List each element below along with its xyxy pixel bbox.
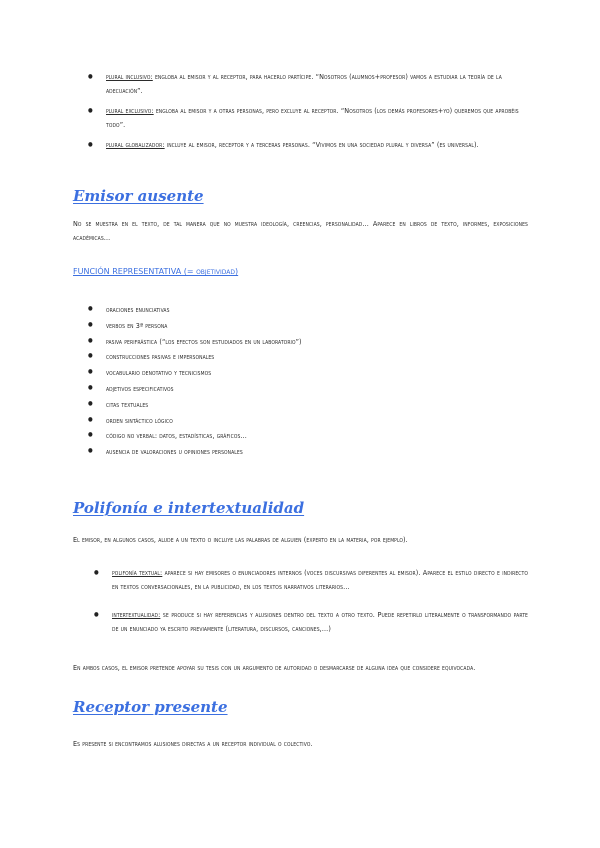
- plural-types-list: [88, 70, 528, 152]
- term-text: aparece si hay emisores o enunciadores internos (voces discursivas diferentes al emisor). Aparece el estilo directo e indirecto en textos conversacionales, en la publicidad, en los textos narrativos literarios…: [112, 568, 528, 591]
- section-heading-emisor-ausente: Emisor ausente: [73, 187, 204, 205]
- list-item: ● código no verbal: datos, estadísticas, gráficos…: [88, 428, 528, 444]
- term-text: engloba al emisor y a otras personas, pero excluye al receptor. “Nosotros (los demás profesores+yo) queremos que aprobéis todo”.: [106, 106, 519, 129]
- term-label: polifonía textual:: [112, 568, 163, 577]
- term-text: engloba al emisor y al receptor, para hacerlo partícipe. “Nosotros (alumnos+profesor) vamos a estudiar la teoría de la adecuación”.: [106, 72, 502, 95]
- list-item: [88, 138, 528, 152]
- funcion-representativa-link[interactable]: FUNCIÓN REPRESENTATIVA (= objetividad): [73, 267, 239, 276]
- term-label: intertextualidad:: [112, 610, 161, 619]
- term-text: incluye al emisor, receptor y a terceras personas. “Vivimos en una sociedad plural y diversa” (es universal).: [164, 140, 479, 149]
- section-heading-receptor-presente: Receptor presente: [73, 698, 228, 716]
- polifonia-list: [94, 566, 528, 636]
- term-label: plural globalizador:: [106, 140, 165, 149]
- term-label: plural inclusivo:: [106, 72, 153, 81]
- section-heading-polifonia: Polifonía e intertextualidad: [73, 499, 305, 517]
- list-item: ● oraciones enunciativas: [88, 302, 528, 318]
- list-item: [94, 566, 528, 594]
- list-item: ● pasiva perifrástica (“los efectos son estudiados en un laboratorio”): [88, 334, 528, 350]
- list-item: ● citas textuales: [88, 397, 528, 413]
- polifonia-closing: En ambos casos, el emisor pretende apoyar su tesis con un argumento de autoridad o desmarcarse de alguna idea que considere equivocada.: [73, 663, 476, 672]
- list-item: ● ausencia de valoraciones u opiniones personales: [88, 444, 528, 460]
- list-item: ● orden sintáctico lógico: [88, 413, 528, 429]
- list-item: ● construcciones pasivas e impersonales: [88, 349, 528, 365]
- objetividad-features-list: [88, 302, 528, 460]
- list-item: ● verbos en 3ª persona: [88, 318, 528, 334]
- polifonia-intro: El emisor, en algunos casos, alude a un texto o incluye las palabras de alguien (experto en la materia, por ejemplo).: [73, 535, 408, 544]
- emisor-ausente-paragraph: No se muestra en el texto, de tal manera que no muestra ideología, creencias, personalidad… Aparece en libros de texto, informes, exposiciones académicas…: [73, 219, 528, 242]
- list-item: ● vocabulario denotativo y tecnicismos: [88, 365, 528, 381]
- list-item: ● adjetivos especificativos: [88, 381, 528, 397]
- term-text: se produce si hay referencias y alusiones dentro del texto a otro texto. Puede repetirlo literalmente o transformando parte de un enunciado ya escrito previamente (literatura, discursos, canciones,…): [112, 610, 528, 633]
- list-item: [94, 608, 528, 636]
- receptor-presente-paragraph: Es presente si encontramos alusiones directas a un receptor individual o colectivo.: [73, 739, 313, 748]
- list-item: [88, 70, 528, 98]
- term-label: plural exclusivo:: [106, 106, 154, 115]
- list-item: [88, 104, 528, 132]
